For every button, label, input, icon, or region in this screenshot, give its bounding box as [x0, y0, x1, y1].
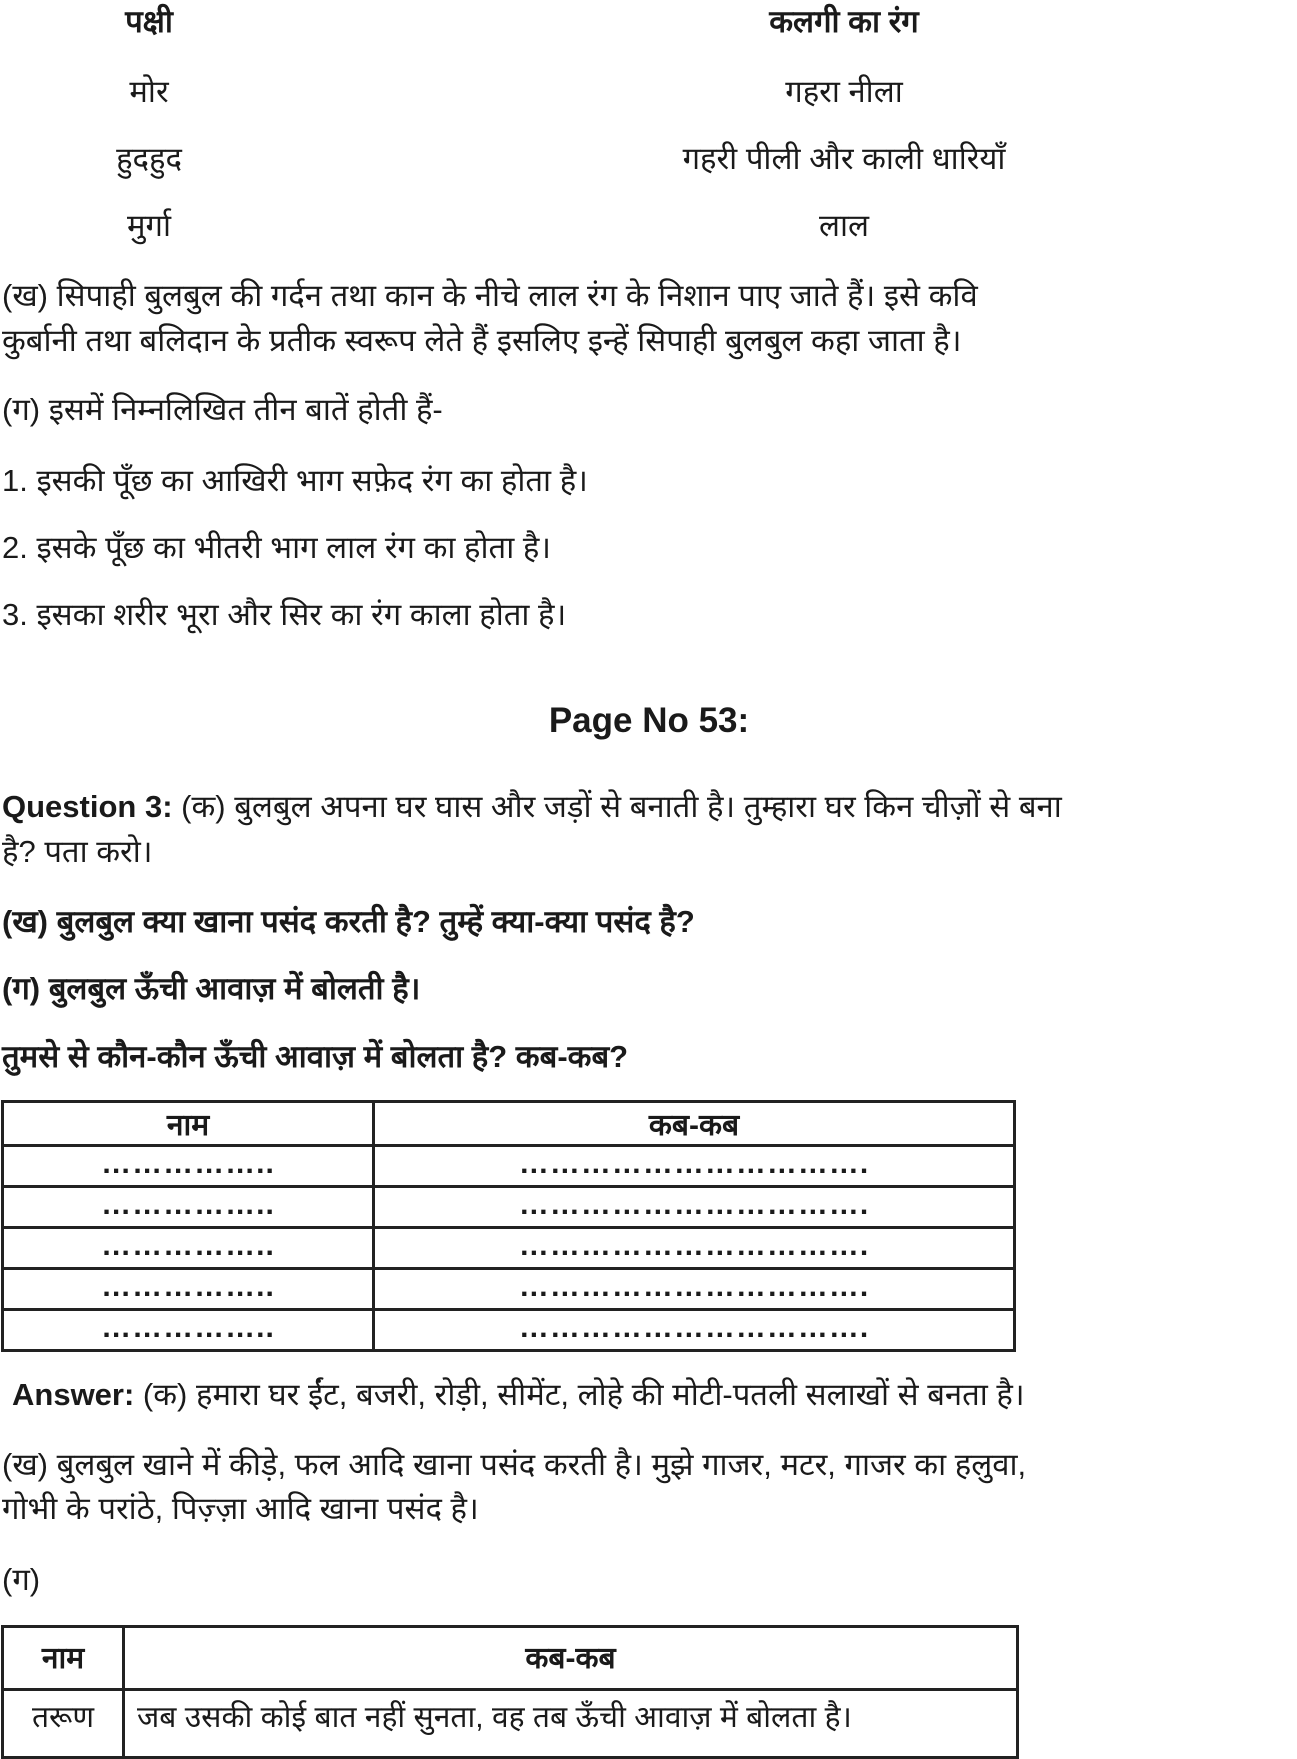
answer-kha-line: कुर्बानी तथा बलिदान के प्रतीक स्वरूप लेते हैं इसलिए इन्हें सिपाही बुलबुल कहा जाता है। — [2, 323, 962, 358]
blank-cell: …………….. — [3, 1187, 374, 1228]
blank-cell: …………….. — [3, 1228, 374, 1269]
blank-table — [1, 1100, 1016, 1352]
blank-cell: ……………………………. — [374, 1228, 1015, 1269]
answer-ga-intro: (ग) इसमें निम्नलिखित तीन बातें होती हैं- — [2, 392, 443, 427]
answer-label: Answer: — [12, 1377, 135, 1412]
point: 1. इसकी पूँछ का आखिरी भाग सफ़ेद रंग का होता है। — [2, 463, 588, 498]
question-label: Question 3: — [2, 789, 173, 824]
blank-cell: ……………………………. — [374, 1146, 1015, 1187]
question-ga: (ग) बुलबुल ऊँची आवाज़ में बोलती है। — [2, 971, 421, 1006]
point: 2. इसके पूँछ का भीतरी भाग लाल रंग का होता है। — [2, 530, 552, 565]
when-cell: जब उसकी कोई बात नहीं सुनता, वह तब ऊँची आवाज़ में बोलता है। — [124, 1690, 1018, 1758]
col-header-when: कब-कब — [374, 1102, 1015, 1146]
question-ga-2: तुमसे से कौन-कौन ऊँची आवाज़ में बोलता है? कब-कब? — [2, 1039, 629, 1074]
crest-color: गहरी पीली और काली धारियाँ — [682, 141, 1006, 176]
bird-name: मुर्गा — [126, 208, 172, 243]
name-cell: तरूण — [3, 1690, 124, 1758]
blank-cell: ……………………………. — [374, 1310, 1015, 1351]
question-ka-cont: है? पता करो। — [2, 834, 153, 869]
col-header-name: नाम — [3, 1102, 374, 1146]
bird-name: हुदहुद — [116, 141, 182, 176]
bird-header: पक्षी — [125, 4, 173, 39]
col-header-when: कब-कब — [124, 1627, 1018, 1690]
question-kha: (ख) बुलबुल क्या खाना पसंद करती है? तुम्हें क्या-क्या पसंद है? — [2, 904, 695, 939]
crest-header: कलगी का रंग — [769, 4, 919, 39]
blank-cell: …………….. — [3, 1269, 374, 1310]
blank-cell: …………….. — [3, 1310, 374, 1351]
crest-color: गहरा नीला — [785, 74, 903, 109]
col-header-name: नाम — [3, 1627, 124, 1690]
page-heading: Page No 53: — [548, 701, 750, 740]
blank-cell: …………….. — [3, 1146, 374, 1187]
answer-ka-text: (क) हमारा घर ईंट, बजरी, रोड़ी, सीमेंट, लोहे की मोटी-पतली सलाखों से बनता है। — [134, 1377, 1025, 1412]
answer-ga: (ग) — [2, 1562, 41, 1597]
answer-ka — [12, 1375, 1025, 1415]
answer-kha-line: (ख) बुलबुल खाने में कीड़े, फल आदि खाना पसंद करती है। मुझे गाजर, मटर, गाजर का हलुवा, — [2, 1447, 1027, 1482]
bird-name: मोर — [129, 74, 169, 109]
crest-color: लाल — [818, 208, 870, 243]
blank-cell: ……………………………. — [374, 1269, 1015, 1310]
question-ka — [2, 787, 1062, 827]
answer-kha-line: गोभी के परांठे, पिज़्ज़ा आदि खाना पसंद है। — [2, 1491, 479, 1526]
answer-kha-line: (ख) सिपाही बुलबुल की गर्दन तथा कान के नीचे लाल रंग के निशान पाए जाते हैं। इसे कवि — [2, 278, 978, 313]
point: 3. इसका शरीर भूरा और सिर का रंग काला होता है। — [2, 597, 567, 632]
answer-table — [1, 1625, 1019, 1759]
question-ka-text: (क) बुलबुल अपना घर घास और जड़ों से बनाती है। तुम्हारा घर किन चीज़ों से बना — [172, 789, 1062, 824]
blank-cell: ……………………………. — [374, 1187, 1015, 1228]
